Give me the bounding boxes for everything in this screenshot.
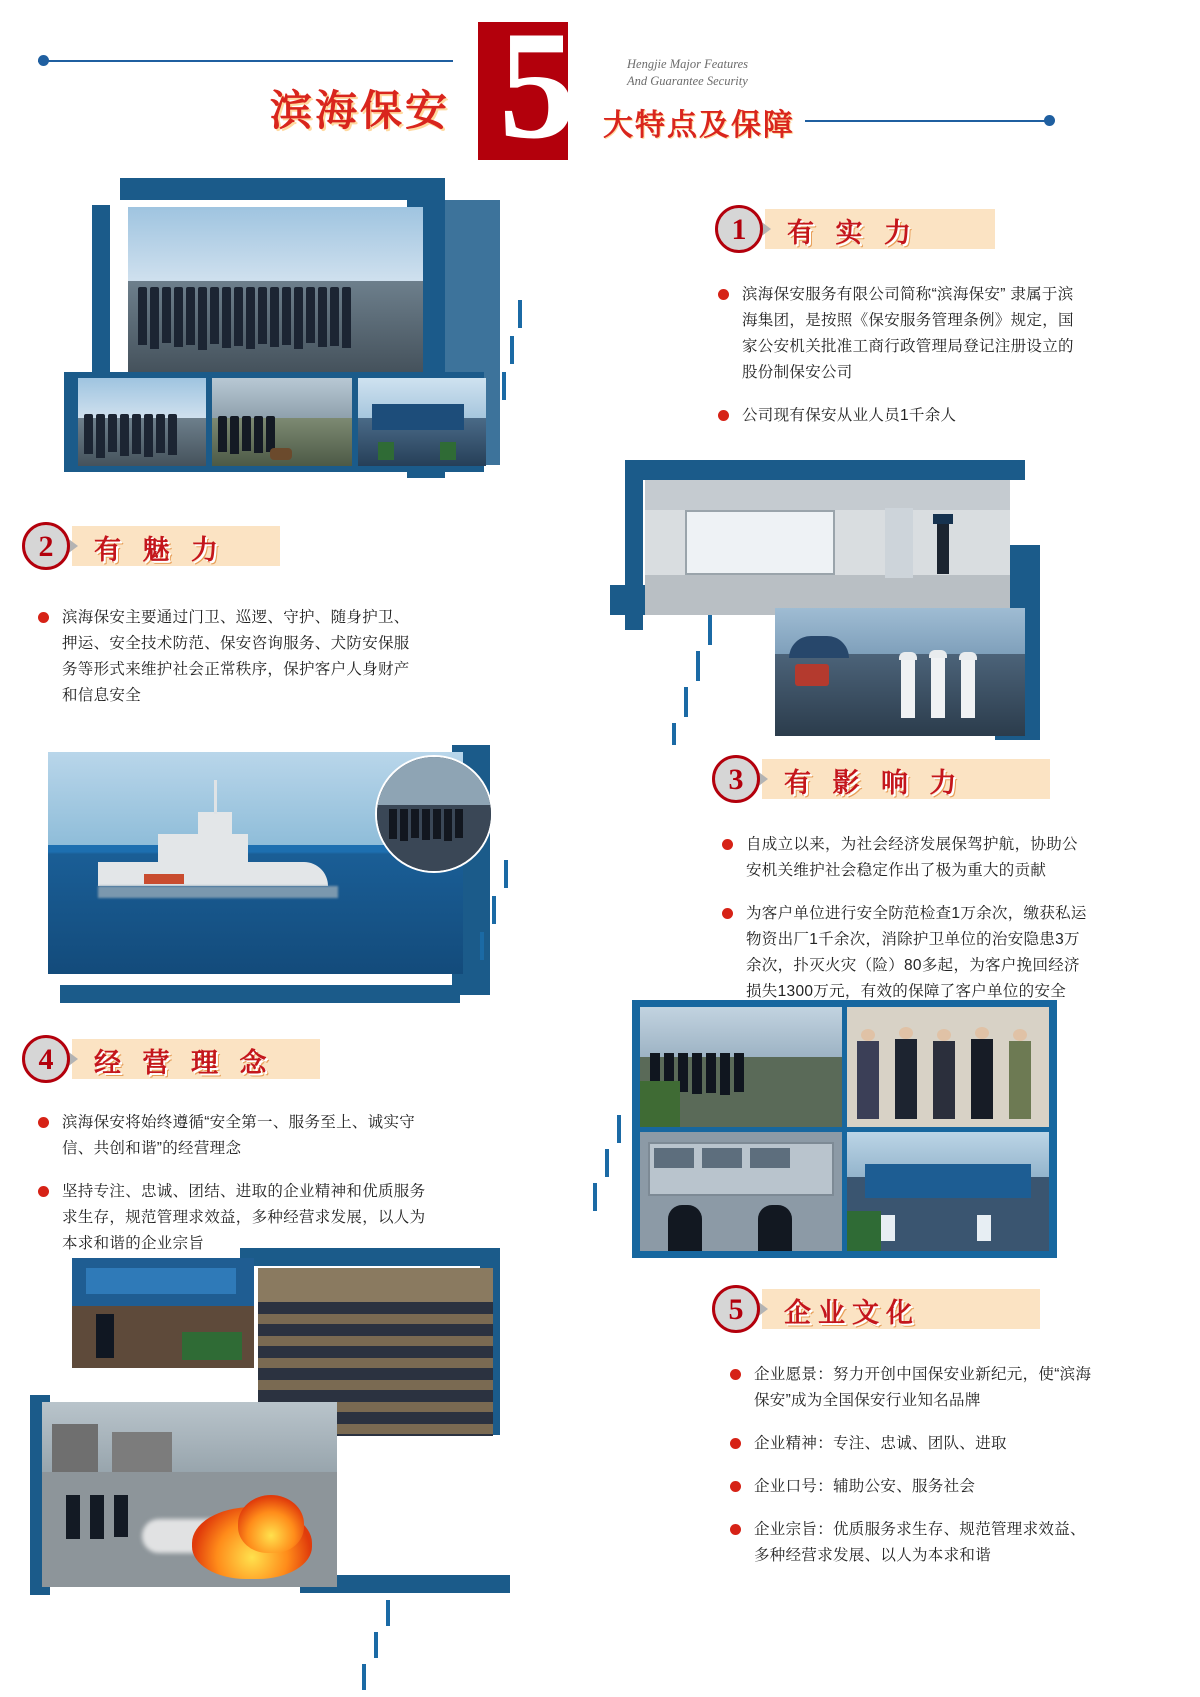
section-1-bullets bbox=[718, 282, 1080, 446]
list-item: 坚持专注、忠诚、团结、进取的企业精神和优质服务求生存，规范管理求效益，多种经营求发展，以人为本求和谐的企业宗旨 bbox=[38, 1179, 428, 1257]
section-4-title: 经 营 理 念 bbox=[94, 1048, 274, 1078]
photo-frame-bar-11 bbox=[60, 985, 460, 1003]
training-grid-block bbox=[640, 1007, 1049, 1251]
section-2-title: 有 魅 力 bbox=[94, 535, 226, 565]
training-grid-photo bbox=[640, 1007, 842, 1127]
section-heading-1 bbox=[715, 205, 975, 257]
list-item: 公司现有保安从业人员1千余人 bbox=[718, 403, 1080, 429]
header-english-line1: Hengjie Major Features bbox=[627, 57, 749, 71]
section-1-title: 有 实 力 bbox=[787, 218, 919, 248]
header-dot-right bbox=[1044, 115, 1055, 126]
list-item: 滨海保安主要通过门卫、巡逻、守护、随身护卫、押运、安全技术防范、保安咨询服务、犬防安保服务等形式来维护社会正常秩序，保护客户人身财产和信息安全 bbox=[38, 605, 418, 709]
header-english bbox=[627, 56, 847, 90]
list-item: 自成立以来，为社会经济发展保驾护航，协助公安机关维护社会稳定作出了极为重大的贡献 bbox=[722, 832, 1092, 884]
control-room-photo bbox=[640, 1132, 842, 1252]
lobby-guard-photo bbox=[645, 480, 1010, 615]
page-title: 滨海保安 bbox=[270, 87, 451, 134]
section-heading-5 bbox=[712, 1285, 1002, 1337]
photo-frame-bar-2 bbox=[120, 178, 445, 200]
section-5-title: 企业文化 bbox=[784, 1298, 920, 1328]
section-heading-3 bbox=[712, 755, 1012, 807]
list-item: 为客户单位进行安全防范检查1万余次，缴获私运物资出厂1千余次，消除护卫单位的治安隐患3万余次，扑灭火灾（险）80多起，为客户挽回经济损失1300万元，有效的保障了客户单位的安全 bbox=[722, 901, 1092, 1005]
header-rule-right bbox=[805, 120, 1050, 122]
outdoor-ceremony-photo bbox=[358, 378, 486, 466]
page-subtitle: 大特点及保障 bbox=[603, 109, 795, 142]
comb-decoration-1 bbox=[500, 300, 530, 410]
security-march-photo bbox=[78, 378, 206, 466]
security-parade-photo bbox=[128, 207, 423, 372]
page-header bbox=[0, 0, 1200, 180]
list-item: 滨海保安服务有限公司简称“滨海保安” 隶属于滨海集团，是按照《保安服务管理条例》规定，国家公安机关批准工商行政管理局登记注册设立的股份制保安公司 bbox=[718, 282, 1080, 386]
section-3-bullets bbox=[722, 832, 1092, 1022]
header-dot-left bbox=[38, 55, 49, 66]
section-3-number: 3 bbox=[712, 755, 760, 803]
list-item: 滨海保安将始终遵循“安全第一、服务至上、诚实守信、共创和谐”的经营理念 bbox=[38, 1110, 428, 1162]
section-4-number: 4 bbox=[22, 1035, 70, 1083]
section-heading-4 bbox=[22, 1035, 302, 1087]
comb-decoration-2 bbox=[672, 615, 722, 745]
header-number: 5 bbox=[498, 0, 577, 171]
comb-decoration-4 bbox=[583, 1115, 631, 1235]
list-item: 企业愿景：努力开创中国保安业新纪元，使“滨海保安”成为全国保安行业知名品牌 bbox=[730, 1362, 1100, 1414]
section-1-number: 1 bbox=[715, 205, 763, 253]
stage-speech-photo bbox=[72, 1258, 254, 1368]
gate-guards-photo bbox=[775, 608, 1025, 736]
list-item: 企业精神：专注、忠诚、团队、进取 bbox=[730, 1431, 1100, 1457]
section-5-bullets bbox=[730, 1362, 1100, 1586]
photo-frame-bar-12 bbox=[240, 1248, 500, 1266]
list-item: 企业口号：辅助公安、服务社会 bbox=[730, 1474, 1100, 1500]
uniform-lineup-photo bbox=[847, 1007, 1049, 1127]
section-5-number: 5 bbox=[712, 1285, 760, 1333]
canine-training-photo bbox=[212, 378, 352, 466]
section-2-bullets bbox=[38, 605, 418, 726]
section-3-title: 有 影 响 力 bbox=[784, 768, 964, 798]
expo-booth-photo bbox=[847, 1132, 1049, 1252]
photo-frame-bar-7 bbox=[625, 460, 1025, 480]
list-item: 企业宗旨：优质服务求生存、规范管理求效益、多种经营求发展、以人为本求和谐 bbox=[730, 1517, 1100, 1569]
section-heading-2 bbox=[22, 522, 262, 574]
section-2-number: 2 bbox=[22, 522, 70, 570]
formation-inset-photo bbox=[375, 755, 493, 873]
header-rule-left bbox=[38, 60, 453, 62]
comb-decoration-3 bbox=[478, 860, 518, 970]
header-english-line2: And Guarantee Security bbox=[627, 74, 748, 88]
fire-drill-photo bbox=[42, 1402, 337, 1587]
comb-decoration-5 bbox=[352, 1600, 400, 1695]
